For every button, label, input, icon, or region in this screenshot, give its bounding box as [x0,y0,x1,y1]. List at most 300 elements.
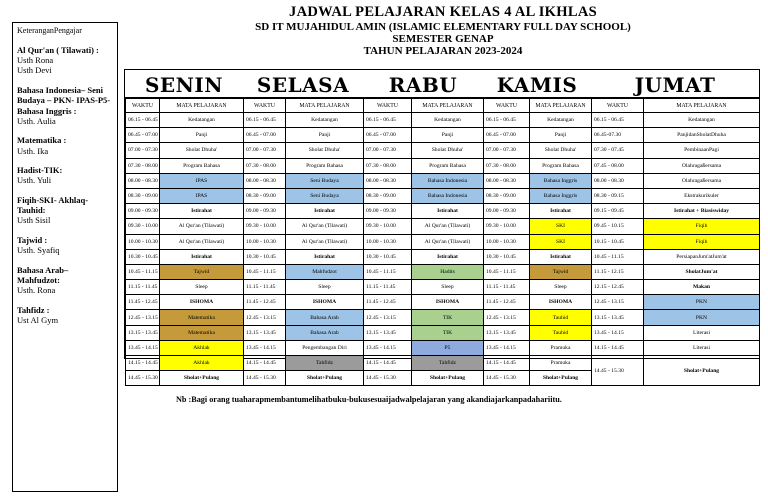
subject-cell: Sleep [160,280,244,295]
schedule-row [364,340,484,355]
schedule-row [244,356,364,371]
subject-cell: Program Bahasa [412,158,484,173]
time-column-header: WAKTU [592,99,644,113]
schedule-row [126,295,244,310]
time-cell: 10.45 - 11.15 [592,249,644,264]
subject-cell: IPAS [160,173,244,188]
schedule-row [484,188,592,203]
time-cell: 14.15 - 14.45 [126,356,160,371]
legend-group [17,305,113,326]
academic-year: TAHUN PELAJARAN 2023-2024 [363,45,523,57]
subject-cell: Istirahat [530,249,592,264]
subject-cell: Matematika [160,325,244,340]
legend-group [17,45,113,76]
time-cell: 08.30 - 09.00 [126,188,160,203]
schedule-row [484,310,592,325]
legend-subject: Tajwid : [17,234,48,245]
day-column-kamis [483,70,591,386]
subject-cell: Istirahat [160,249,244,264]
time-cell: 06.45 - 07.00 [244,128,286,143]
legend-group [17,135,113,156]
day-heading: RABU [363,70,483,98]
time-cell: 12.45 - 13.15 [484,310,530,325]
time-cell: 07.00 - 07.30 [484,143,530,158]
subject-cell: Bahasa Indonesia [412,173,484,188]
subject-cell: Tauhid [530,310,592,325]
time-cell: 09.45 - 10.15 [592,219,644,234]
subject-cell: Al Qur'an (Tilawati) [160,219,244,234]
schedule-row [592,295,760,310]
time-column-header: WAKTU [126,99,160,113]
schedule-row [592,310,760,325]
legend-teacher: Usth. Ika [17,145,49,156]
subject-cell: Pramuka [530,340,592,355]
day-column-selasa [243,70,363,386]
time-cell: 09.15 - 09.45 [592,204,644,219]
time-cell: 08.30 - 09.00 [364,188,412,203]
day-schedule-grid [243,98,364,386]
subject-cell: Sholat+Pulang [530,371,592,386]
subject-cell: Sholat+Pulang [286,371,364,386]
schedule-row [126,234,244,249]
schedule-row [484,295,592,310]
schedule-row [592,113,760,128]
time-cell: 13.15 - 13.45 [364,325,412,340]
schedule-row [244,310,364,325]
schedule-row [484,249,592,264]
time-cell: 10.00 - 10.30 [126,234,160,249]
day-schedule-grid [125,98,244,386]
time-cell: 12.45 - 13.15 [244,310,286,325]
subject-cell: Panji [160,128,244,143]
schedule-row [126,356,244,371]
legend-teacher: Usth. Rona [17,285,56,296]
schedule-row [592,158,760,173]
time-cell: 11.15 - 11.45 [364,280,412,295]
subject-cell: PersiapanJum'atJum'at [644,249,760,264]
subject-cell: ISHOMA [160,295,244,310]
schedule-row [126,310,244,325]
subject-cell: Kedatangan [286,113,364,128]
schedule-row [364,204,484,219]
subject-cell: Istirahat [286,204,364,219]
schedule-row [484,128,592,143]
time-cell: 10.30 - 10.45 [244,249,286,264]
schedule-row [484,113,592,128]
time-cell: 12.45 - 13.15 [364,310,412,325]
subject-cell: P5 [412,340,484,355]
schedule-row [126,143,244,158]
schedule-row [126,219,244,234]
time-cell: 14.45 - 15.30 [484,371,530,386]
subject-cell: Sholat Dhuha' [286,143,364,158]
schedule-row [126,371,244,386]
schedule-row [244,173,364,188]
schedule-row [364,188,484,203]
time-cell: 08.00 - 08.30 [364,173,412,188]
time-cell: 07.00 - 07.30 [364,143,412,158]
subject-cell: Bahasa Arab [286,310,364,325]
subject-cell: Ekstrakurikuler [644,188,760,203]
schedule-row [592,173,760,188]
subject-cell: Makan [644,280,760,295]
subject-cell: Tajwid [160,264,244,279]
time-cell: 07.30 - 08.00 [244,158,286,173]
subject-cell: Panji [412,128,484,143]
schedule-row [126,325,244,340]
time-cell: 09.00 - 09.30 [364,204,412,219]
time-cell: 08.30 - 09.15 [592,188,644,203]
legend-group [17,195,113,226]
subject-cell: Istirahat + Biasiswiday [644,204,760,219]
time-cell: 07.30 - 07.45 [592,143,644,158]
subject-cell: Al Qur'an (Tilawati) [412,219,484,234]
schedule-row [364,173,484,188]
schedule-row [244,113,364,128]
time-cell: 08.30 - 09.00 [484,188,530,203]
schedule-row [364,280,484,295]
time-cell: 13.45 - 14.15 [364,340,412,355]
column-header-row [364,99,484,113]
time-cell: 06.45 - 07.00 [364,128,412,143]
time-cell: 09.30 - 10.00 [126,219,160,234]
time-column-header: WAKTU [484,99,530,113]
day-heading: JUMAT [591,70,759,98]
subject-column-header: MATA PELAJARAN [530,99,592,113]
subject-cell: Akhlak [160,356,244,371]
time-cell: 09.30 - 10.00 [484,219,530,234]
subject-cell: PKN [644,310,760,325]
time-cell: 09.30 - 10.00 [364,219,412,234]
time-cell: 13.45 - 14.15 [592,325,644,340]
subject-cell: Al Qur'an (Tilawati) [286,219,364,234]
time-cell: 11.15 - 12.15 [592,264,644,279]
subject-cell: SholatJum'at [644,264,760,279]
time-cell: 10.45 - 11.15 [126,264,160,279]
time-cell: 11.15 - 11.45 [484,280,530,295]
subject-cell: Sholat+Pulang [160,371,244,386]
time-cell: 12.45 - 13.15 [126,310,160,325]
schedule-row [244,234,364,249]
legend-groups [17,45,113,326]
subject-cell: Istirahat [412,249,484,264]
legend-teacher: Usth. Syafiq [17,245,60,256]
schedule-row [244,249,364,264]
schedule-row [484,204,592,219]
time-cell: 13.45 - 14.15 [484,340,530,355]
subject-cell: Seni Budaya [286,188,364,203]
time-cell: 11.45 - 12.45 [126,295,160,310]
subject-cell: Olahragaßersama [644,158,760,173]
subject-cell: Fiqih [644,219,760,234]
subject-cell: PanjidanSholatDhuha [644,128,760,143]
time-cell: 11.45 - 12.45 [484,295,530,310]
time-cell: 13.15 - 13.45 [592,310,644,325]
time-cell: 11.45 - 12.45 [244,295,286,310]
time-cell: 08.00 - 08.30 [484,173,530,188]
subject-cell: Tahfidz [412,356,484,371]
subject-cell: Matematika [160,310,244,325]
schedule-row [244,128,364,143]
subject-cell: IPAS [160,188,244,203]
subject-column-header: MATA PELAJARAN [412,99,484,113]
schedule-row [592,128,760,143]
column-header-row [484,99,592,113]
column-header-row [244,99,364,113]
legend-subject: Al Qur'an ( Tilawati) : [17,44,99,55]
schedule-row [126,173,244,188]
subject-column-header: MATA PELAJARAN [644,99,760,113]
subject-cell: Istirahat [160,204,244,219]
schedule-row [364,128,484,143]
legend-group [17,85,113,126]
subject-column-header: MATA PELAJARAN [286,99,364,113]
subject-cell: Pengembangan Diri [286,340,364,355]
subject-cell: Istirahat [530,204,592,219]
subject-cell: SKI [530,234,592,249]
legend-teacher: Usth. Yuli [17,175,52,186]
time-cell: 13.45 - 14.15 [126,340,160,355]
school-name: SD IT MUJAHIDUL AMIN (ISLAMIC ELEMENTARY FULL DAY SCHOOL) [255,21,631,33]
schedule-row [592,188,760,203]
subject-cell: Panji [286,128,364,143]
time-cell: 09.00 - 09.30 [126,204,160,219]
schedule-row [592,356,760,386]
subject-cell: Program Bahasa [530,158,592,173]
schedule-row [592,264,760,279]
time-cell: 06.15 - 06.45 [126,113,160,128]
time-cell: 13.15 - 13.45 [126,325,160,340]
subject-cell: Tahfidz [286,356,364,371]
schedule-row [126,204,244,219]
schedule-row [592,204,760,219]
schedule-row [592,234,760,249]
time-cell: 07.00 - 07.30 [244,143,286,158]
day-heading: SENIN [125,70,243,98]
time-cell: 07.30 - 08.00 [364,158,412,173]
subject-cell: TIK [412,325,484,340]
time-cell: 14.45 - 15.30 [244,371,286,386]
schedule-row [364,310,484,325]
legend-subject: Tahfidz : [17,304,50,315]
time-cell: 09.00 - 09.30 [244,204,286,219]
page-header [124,4,762,57]
day-schedule-grid [483,98,592,386]
schedule-row [244,264,364,279]
time-cell: 06.15 - 06.45 [244,113,286,128]
time-cell: 14.15 - 14.45 [484,356,530,371]
schedule-row [364,113,484,128]
legend-teacher: Usth Devi [17,65,52,76]
legend-subject: Bahasa Indonesia– Seni Budaya – PKN- IPAS-P5- Bahasa Inggris : [17,84,111,116]
subject-cell: TIK [412,310,484,325]
legend-subject: Bahasa Arab– Mahfudzot: [17,264,69,285]
schedule-row [364,234,484,249]
schedule-row [592,325,760,340]
column-header-row [592,99,760,113]
schedule-row [244,219,364,234]
subject-cell: Olahragaßersama [644,173,760,188]
subject-cell: Kedatangan [160,113,244,128]
time-cell: 06.15 - 06.45 [484,113,530,128]
schedule-row [244,188,364,203]
subject-column-header: MATA PELAJARAN [160,99,244,113]
schedule-row [126,188,244,203]
schedule-row [364,249,484,264]
subject-cell: Bahasa Arab [286,325,364,340]
schedule-row [592,219,760,234]
legend-teacher: Ust Al Gym [17,314,59,325]
schedule-row [364,143,484,158]
legend-teacher: Usth Rona [17,55,54,66]
time-cell: 09.30 - 10.00 [244,219,286,234]
time-cell: 10.30 - 10.45 [364,249,412,264]
footer-note: Nb :Bagi orang tuaharapmembantumelihatbuku-bukusesuaijadwalpelajaran yang akandiajarkanpadahariitu. [176,395,562,404]
subject-cell: SKI [530,219,592,234]
schedule-row [244,295,364,310]
day-schedule-grid [591,98,760,386]
time-cell: 06.45 - 07.00 [484,128,530,143]
subject-cell: Sleep [286,280,364,295]
legend-group [17,235,113,256]
legend-teacher: Usth Sisil [17,215,51,226]
schedule-row [126,249,244,264]
time-cell: 11.15 - 11.45 [244,280,286,295]
schedule-row [244,158,364,173]
schedule-table [124,69,760,382]
time-cell: 14.15 - 14.45 [592,340,644,355]
time-cell: 10.30 - 10.45 [126,249,160,264]
time-cell: 09.00 - 09.30 [484,204,530,219]
time-cell: 06.45-07.30 [592,128,644,143]
time-cell: 12.15 - 12.45 [592,280,644,295]
subject-cell: Literasi [644,325,760,340]
subject-cell: Sholat Dhuha' [530,143,592,158]
time-cell: 06.15 - 06.45 [364,113,412,128]
schedule-row [364,295,484,310]
schedule-row [364,371,484,386]
time-column-header: WAKTU [364,99,412,113]
time-cell: 06.45 - 07.00 [126,128,160,143]
legend-group [17,165,113,186]
schedule-row [364,325,484,340]
schedule-row [244,340,364,355]
subject-cell: ISHOMA [286,295,364,310]
schedule-row [484,143,592,158]
time-cell: 12.45 - 13.15 [592,295,644,310]
schedule-row [126,158,244,173]
semester-label: SEMESTER GENAP [392,33,494,45]
day-column-jumat [591,70,759,386]
subject-cell: Al Qur'an (Tilawati) [412,234,484,249]
schedule-row [484,219,592,234]
time-cell: 14.15 - 14.45 [244,356,286,371]
time-cell: 07.00 - 07.30 [126,143,160,158]
subject-cell: Kedatangan [530,113,592,128]
subject-cell: Kedatangan [412,113,484,128]
legend-title: KeteranganPengajar [17,26,82,35]
subject-cell: Sleep [412,280,484,295]
subject-cell: Sholat Dhuha' [412,143,484,158]
subject-cell: Istirahat [412,204,484,219]
subject-cell: Sholat+Pulang [412,371,484,386]
time-cell: 10.00 - 10.30 [364,234,412,249]
subject-cell: Program Bahasa [160,158,244,173]
subject-cell: ISHOMA [530,295,592,310]
time-cell: 13.15 - 13.45 [484,325,530,340]
legend-subject: Matematika : [17,135,67,146]
subject-cell: Istirahat [286,249,364,264]
legend-subject: Hadist-TIK: [17,164,63,175]
schedule-row [484,325,592,340]
time-cell: 07.45 - 08.00 [592,158,644,173]
time-cell: 06.15 - 06.45 [592,113,644,128]
time-cell: 10.00 - 10.30 [244,234,286,249]
schedule-row [364,219,484,234]
schedule-row [126,280,244,295]
subject-cell: Tajwid [530,264,592,279]
subject-cell: Sleep [530,280,592,295]
subject-cell: Program Bahasa [286,158,364,173]
schedule-row [126,128,244,143]
schedule-row [126,340,244,355]
subject-cell: Al Qur'an (Tilawati) [160,234,244,249]
subject-cell: Tauhid [530,325,592,340]
day-heading: KAMIS [483,70,591,98]
time-column-header: WAKTU [244,99,286,113]
schedule-row [484,280,592,295]
day-column-senin [125,70,243,386]
subject-cell: Pramuka [530,356,592,371]
column-header-row [126,99,244,113]
schedule-row [592,340,760,355]
time-cell: 10.45 - 11.15 [484,264,530,279]
time-cell: 07.30 - 08.00 [126,158,160,173]
subject-cell: Bahasa Inggris [530,173,592,188]
time-cell: 10.45 - 11.15 [244,264,286,279]
subject-cell: Bahasa Indonesia [412,188,484,203]
subject-cell: Bahasa Inggris [530,188,592,203]
subject-cell: Sholat Dhuha' [160,143,244,158]
schedule-row [592,143,760,158]
schedule-row [592,280,760,295]
page-title: JADWAL PELAJARAN KELAS 4 AL IKHLAS [289,4,597,20]
schedule-row [484,371,592,386]
time-cell: 10.15 - 10.45 [592,234,644,249]
time-cell: 14.15 - 14.45 [364,356,412,371]
schedule-row [484,234,592,249]
schedule-row [126,264,244,279]
schedule-row [364,356,484,371]
subject-cell: Seni Budaya [286,173,364,188]
subject-cell: Akhlak [160,340,244,355]
subject-cell: Mahfudzot [286,264,364,279]
time-cell: 10.30 - 10.45 [484,249,530,264]
schedule-row [244,325,364,340]
day-heading: SELASA [243,70,363,98]
subject-cell: PKN [644,295,760,310]
time-cell: 11.15 - 11.45 [126,280,160,295]
schedule-row [244,143,364,158]
time-cell: 08.00 - 08.30 [244,173,286,188]
schedule-row [364,264,484,279]
time-cell: 10.45 - 11.15 [364,264,412,279]
legend-teacher: Usth. Aulia [17,115,56,126]
time-cell: 13.15 - 13.45 [244,325,286,340]
subject-cell: Panji [530,128,592,143]
schedule-row [484,158,592,173]
subject-cell: Literasi [644,340,760,355]
